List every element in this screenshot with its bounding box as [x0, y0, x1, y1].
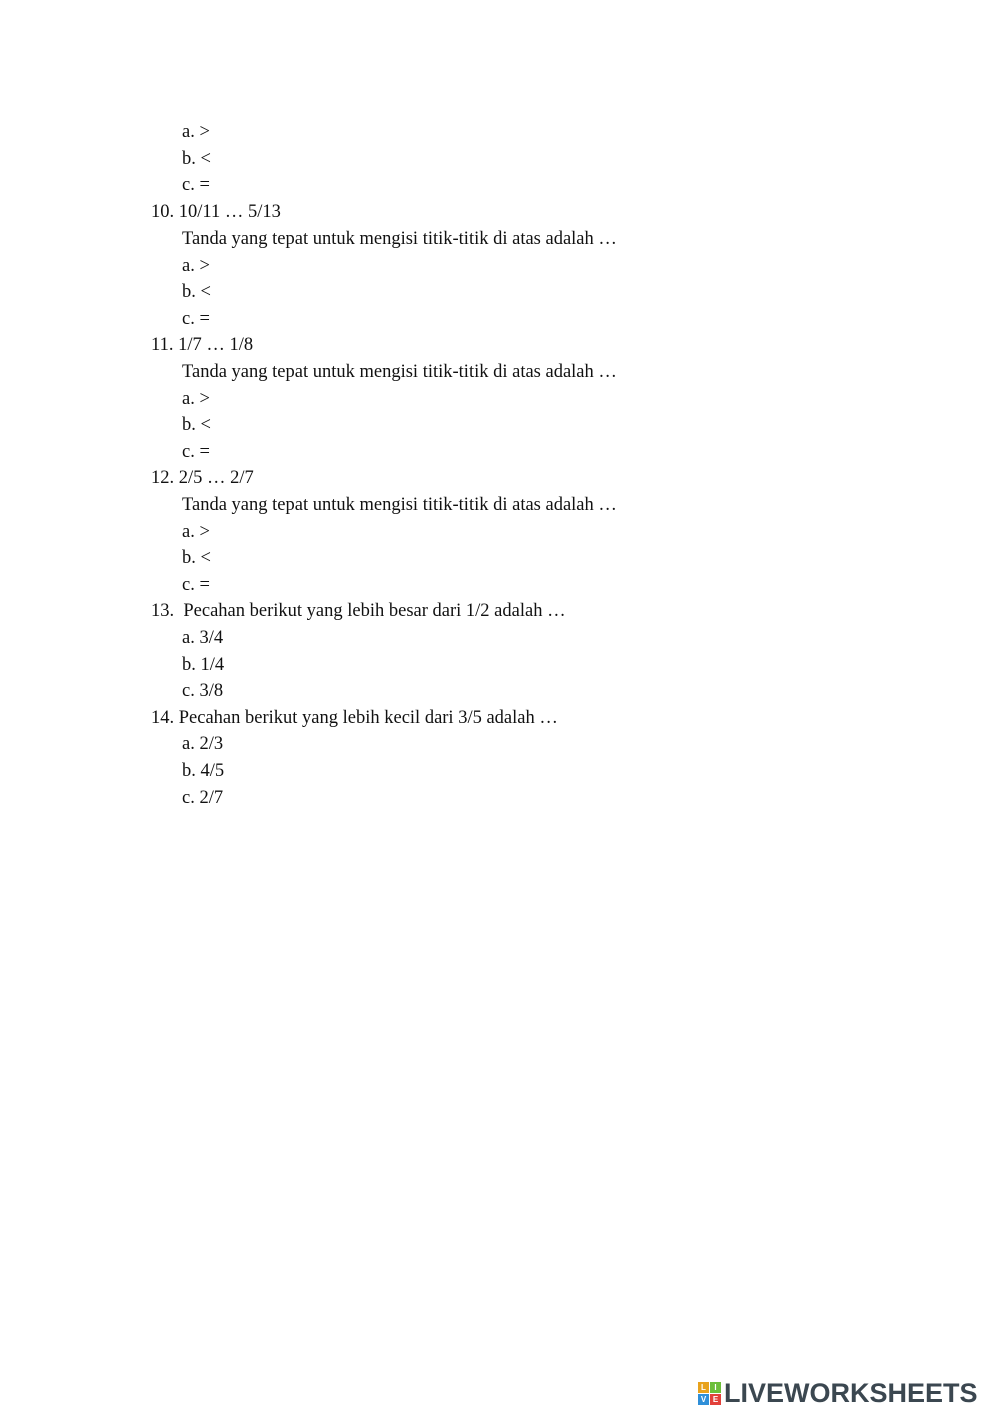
q13-option-a[interactable]: a. 3/4 [182, 628, 224, 648]
liveworksheets-logo [698, 1378, 978, 1408]
q10-option-c[interactable]: c. = [182, 309, 210, 329]
q12-option-a[interactable]: a. > [182, 522, 210, 542]
q10-option-a[interactable]: a. > [182, 256, 210, 276]
q11-stem: 11. 1/7 … 1/8 [151, 335, 254, 355]
q14-stem: 14. Pecahan berikut yang lebih kecil dari 3/5 adalah … [151, 708, 558, 728]
q14-option-c[interactable]: c. 2/7 [182, 788, 224, 808]
q11-prompt: Tanda yang tepat untuk mengisi titik-titik di atas adalah … [182, 362, 617, 382]
q10-prompt: Tanda yang tepat untuk mengisi titik-titik di atas adalah … [182, 229, 617, 249]
q11-option-b[interactable]: b. < [182, 415, 211, 435]
q13-option-c[interactable]: c. 3/8 [182, 681, 224, 701]
q9-option-c[interactable]: c. = [182, 175, 210, 195]
q11-option-c[interactable]: c. = [182, 442, 210, 462]
q13-stem: 13. Pecahan berikut yang lebih besar dari 1/2 adalah … [151, 601, 566, 621]
q9-option-b[interactable]: b. < [182, 149, 211, 169]
q12-option-c[interactable]: c. = [182, 575, 210, 595]
logo-tile: E [710, 1394, 721, 1405]
q14-option-b[interactable]: b. 4/5 [182, 761, 225, 781]
q10-stem: 10. 10/11 … 5/13 [151, 202, 281, 222]
q11-option-a[interactable]: a. > [182, 389, 210, 409]
liveworksheets-logo-icon [698, 1382, 721, 1405]
logo-tile: L [698, 1382, 709, 1393]
logo-tile: V [698, 1394, 709, 1405]
logo-tile: I [710, 1382, 721, 1393]
q12-stem: 12. 2/5 … 2/7 [151, 468, 254, 488]
q12-prompt: Tanda yang tepat untuk mengisi titik-titik di atas adalah … [182, 495, 617, 515]
q9-option-a[interactable]: a. > [182, 122, 210, 142]
q12-option-b[interactable]: b. < [182, 548, 211, 568]
q14-option-a[interactable]: a. 2/3 [182, 734, 224, 754]
liveworksheets-logo-text: LIVEWORKSHEETS [724, 1378, 978, 1408]
q10-option-b[interactable]: b. < [182, 282, 211, 302]
q13-option-b[interactable]: b. 1/4 [182, 655, 225, 675]
